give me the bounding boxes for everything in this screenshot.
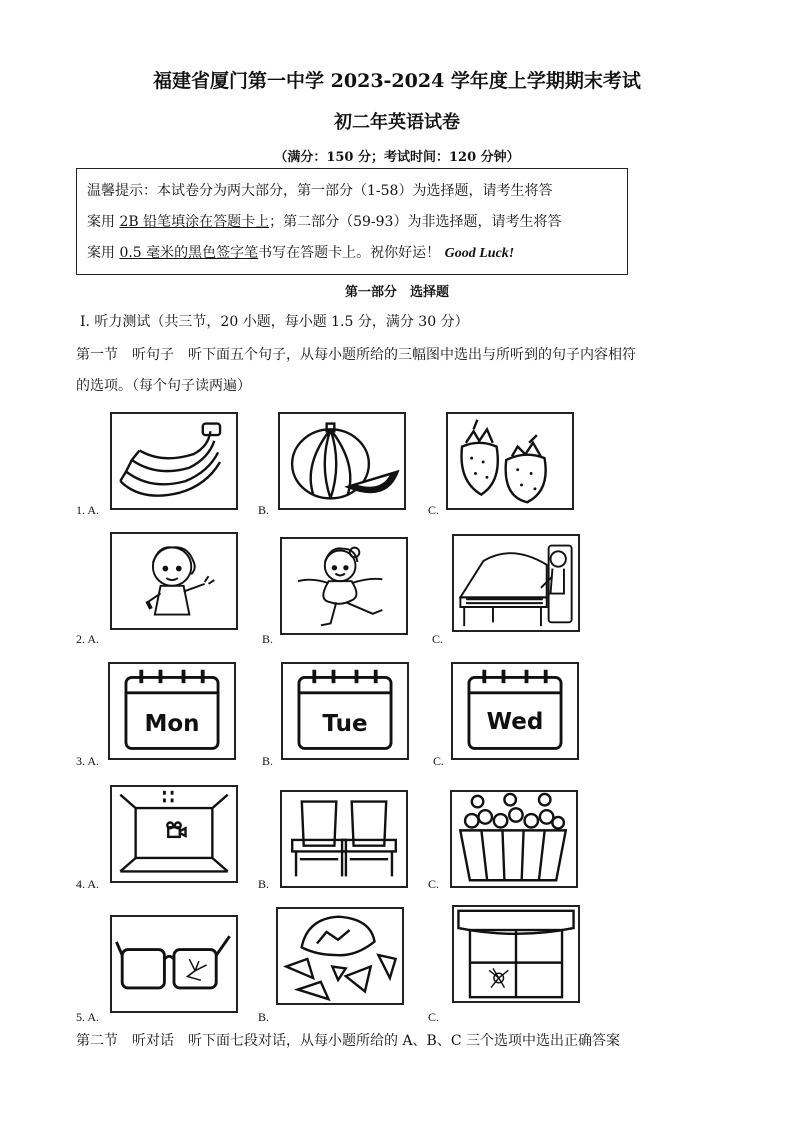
q2-picture-girl-dancing bbox=[280, 537, 408, 635]
q5-picture-broken-bowl bbox=[276, 907, 404, 1005]
q5-label-b: B. bbox=[258, 1010, 270, 1024]
q4-picture-cinema-seats bbox=[280, 790, 408, 888]
q1-picture-bananas bbox=[110, 412, 238, 510]
notice-box bbox=[76, 168, 628, 275]
q2-picture-girl-piano bbox=[452, 534, 580, 632]
q1-label-a: 1. A. bbox=[76, 503, 100, 517]
q2-picture-girl-singing bbox=[110, 532, 238, 630]
section1-line2: 的选项。（每个句子读两遍） bbox=[76, 378, 251, 394]
q5-picture-broken-window bbox=[452, 905, 580, 1003]
section1-line1: 第一节 听句子 听下面五个句子，从每小题所给的三幅图中选出与所听到的句子内容相符 bbox=[76, 347, 636, 363]
q4-picture-movie-screen bbox=[110, 785, 238, 883]
calendar-text-wed: Wed bbox=[486, 709, 544, 736]
good-luck: Good Luck! bbox=[444, 246, 515, 261]
q4-label-a: 4. A. bbox=[76, 877, 100, 891]
q3-picture-calendar-wed bbox=[451, 662, 579, 760]
q4-label-c: C. bbox=[428, 877, 440, 891]
q4-label-b: B. bbox=[258, 877, 270, 891]
q1-label-c: C. bbox=[428, 503, 440, 517]
q3-label-b: B. bbox=[262, 754, 274, 768]
notice-line-2: 案用 2B 铅笔填涂在答题卡上；第二部分（59-93）为非选择题，请考生将答 bbox=[87, 214, 562, 230]
q5-picture-broken-glasses bbox=[110, 915, 238, 1013]
q3-label-a: 3. A. bbox=[76, 754, 100, 768]
q3-picture-calendar-tue bbox=[281, 662, 409, 760]
exam-subtitle: 初二年英语试卷 bbox=[334, 112, 460, 133]
q4-picture-popcorn bbox=[450, 790, 578, 888]
q2-label-b: B. bbox=[262, 632, 274, 646]
q5-label-a: 5. A. bbox=[76, 1010, 100, 1024]
q1-label-b: B. bbox=[258, 503, 270, 517]
exam-title: 福建省厦门第一中学 2023-2024 学年度上学期期末考试 bbox=[153, 70, 641, 92]
q3-picture-calendar-mon bbox=[108, 662, 236, 760]
section2-instructions: 第二节 听对话 听下面七段对话，从每小题所给的 A、B、C 三个选项中选出正确答案 bbox=[76, 1033, 621, 1049]
calendar-text-tue: Tue bbox=[322, 711, 368, 738]
score-time: （满分：150 分；考试时间：120 分钟） bbox=[274, 150, 520, 165]
q1-picture-strawberries bbox=[446, 412, 574, 510]
q2-label-a: 2. A. bbox=[76, 632, 100, 646]
notice-line-3: 案用 0.5 毫米的黑色签字笔书写在答题卡上。祝你好运！ Good Luck! bbox=[87, 245, 515, 261]
part1-title: 第一部分 选择题 bbox=[344, 285, 449, 300]
q5-label-c: C. bbox=[428, 1010, 440, 1024]
notice-line-1: 温馨提示：本试卷分为两大部分，第一部分（1-58）为选择题，请考生将答 bbox=[87, 183, 553, 199]
q1-picture-watermelon bbox=[278, 412, 406, 510]
calendar-text-mon: Mon bbox=[144, 711, 200, 738]
listening-title: Ⅰ. 听力测试（共三节，20 小题，每小题 1.5 分，满分 30 分） bbox=[80, 314, 469, 330]
q3-label-c: C. bbox=[433, 754, 445, 768]
q2-label-c: C. bbox=[432, 632, 444, 646]
